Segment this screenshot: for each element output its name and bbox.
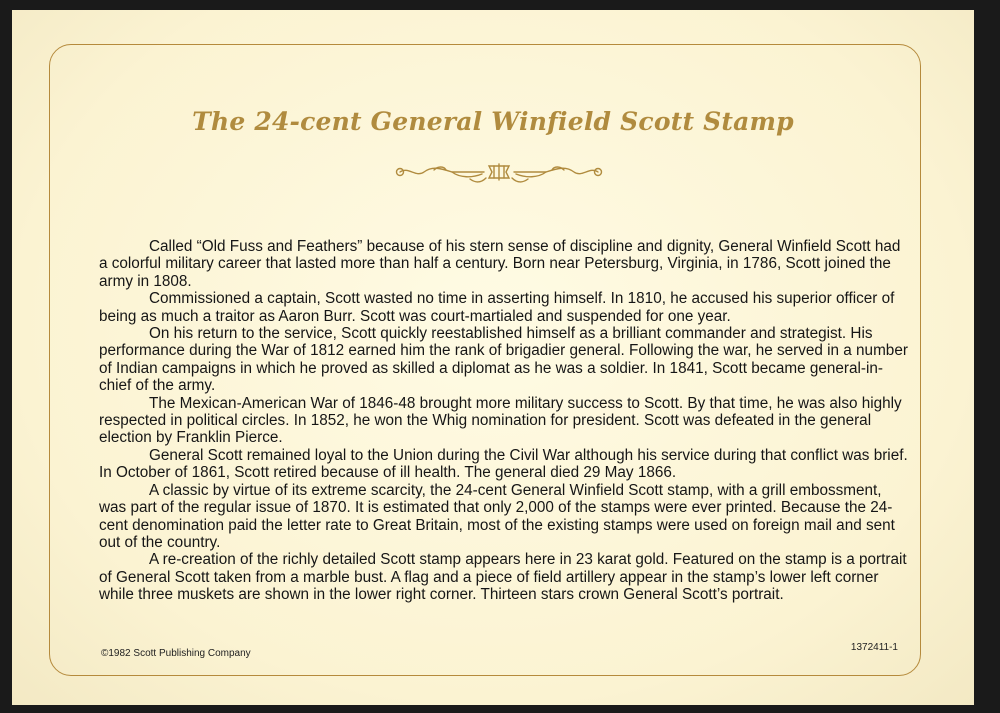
paragraph-7: A re-creation of the richly detailed Scott stamp appears here in 23 karat gold. Featured on the stamp is a portrait of General Scott taken from a marble bust. A flag and a piece of field artillery appear in the stamp’s lower left corner while three muskets are shown in the lower right corner. Thirteen stars crown General Scott’s portrait. [99,551,907,604]
document-title: The 24-cent General Winfield Scott Stamp [192,107,794,136]
paragraph-4: The Mexican-American War of 1846-48 brought more military success to Scott. By that time, he was also highly respected in political circles. In 1852, he won the Whig nomination for president. Scott was defeated in the general election by Franklin Pierce. [99,394,902,447]
item-number: 1372411-1 [850,642,898,653]
paragraph-3: On his return to the service, Scott quickly reestablished himself as a brilliant commander and strategist. His performance during the War of 1812 earned him the rank of brigadier general. Following the war, he served in a number of Indian campaigns in which he proved as skilled a diplomat as he was a soldier. In 1841, Scott became general-in-chief of the army. [99,325,908,395]
scroll-ornament-icon [394,156,604,186]
paragraph-2: Commissioned a captain, Scott wasted no time in asserting himself. In 1810, he accused his superior officer of being as much a traitor as Aaron Burr. Scott was court-martialed and suspended for one year. [99,290,895,325]
copyright-notice: ©1982 Scott Publishing Company [101,648,251,659]
stamp-info-card [12,10,974,705]
paragraph-6: A classic by virtue of its extreme scarcity, the 24-cent General Winfield Scott stamp, with a grill embossment, was part of the regular issue of 1870. It is estimated that only 2,000 of the stamps were ever printed. Because the 24-cent denomination paid the letter rate to Great Britain, most of the existing stamps were used on foreign mail and sent out of the country. [99,481,895,551]
body-text [99,238,909,604]
paragraph-5: General Scott remained loyal to the Union during the Civil War although his service during that conflict was brief. In October of 1861, Scott retired because of ill health. The general died 29 May 1866. [99,446,908,482]
paragraph-1: Called “Old Fuss and Feathers” because of his stern sense of discipline and dignity, General Winfield Scott had a colorful military career that lasted more than half a century. Born near Petersburg, Virginia, in 1786, Scott joined the army in 1808. [99,238,901,290]
